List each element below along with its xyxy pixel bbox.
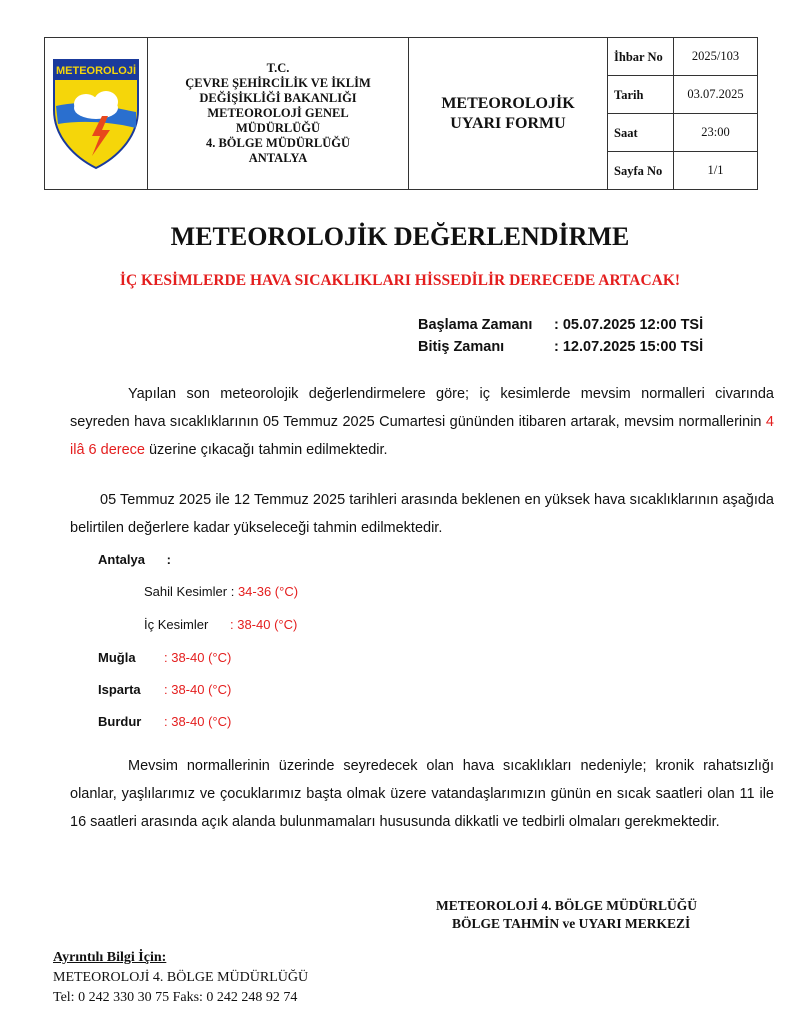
temperature-intro-text: 05 Temmuz 2025 ile 12 Temmuz 2025 tarihleri arasında beklenen en yüksek hava sıcaklıklarının aşağıda belirtilen değerlere kadar yükseleceği tahmin edilmektedir. <box>70 492 774 536</box>
temperature-intro-paragraph <box>70 486 774 542</box>
start-time-row <box>418 314 703 336</box>
city-value: : 38-40 (°C) <box>164 682 232 697</box>
meta-key-date: Tarih <box>608 76 674 114</box>
meta-key-page-no: Sayfa No <box>608 152 674 190</box>
end-time-label: Bitiş Zamanı <box>418 339 505 355</box>
coast-value: 34-36 (°C) <box>237 584 299 599</box>
footer-contact: Tel: 0 242 330 30 75 Faks: 0 242 248 92 74 <box>53 990 298 1005</box>
form-title-cell <box>409 38 608 190</box>
city-name: Muğla <box>98 650 136 665</box>
city-row <box>98 714 231 729</box>
org-line: ÇEVRE ŞEHİRCİLİK VE İKLİM <box>185 76 371 90</box>
org-line: MÜDÜRLÜĞÜ <box>235 121 321 135</box>
form-title-line: UYARI FORMU <box>450 114 566 132</box>
inland-value: : 38-40 (°C) <box>230 617 298 632</box>
city-name: Burdur <box>98 714 142 729</box>
svg-text:METEOROLOJİ: METEOROLOJİ <box>55 64 137 77</box>
org-line: ANTALYA <box>248 151 308 165</box>
inland-label: İç Kesimler <box>144 617 209 632</box>
org-line: T.C. <box>266 61 290 75</box>
organization-cell <box>148 38 409 190</box>
org-line: DEĞİŞİKLİĞİ BAKANLIĞI <box>199 91 357 105</box>
city-value: : 38-40 (°C) <box>164 714 232 729</box>
validity-times <box>418 314 703 358</box>
signature-line: BÖLGE TAHMİN ve UYARI MERKEZİ <box>452 916 691 931</box>
antalya-coast-row <box>144 584 298 599</box>
coast-label: Sahil Kesimler : <box>144 584 235 599</box>
meta-key-time: Saat <box>608 114 674 152</box>
logo-cell <box>45 38 148 190</box>
assessment-text-start: Yapılan son meteorolojik değerlendirmelere göre; iç kesimlerde mevsim normalleri civarında seyreden hava sıcaklıklarının 05 Temmuz 2025 Cumartesi gününden itibaren artarak, mevsim normallerinin <box>70 386 774 430</box>
meta-key-notice-no: İhbar No <box>608 38 674 76</box>
org-line: METEOROLOJİ GENEL <box>207 106 349 120</box>
assessment-paragraph <box>70 380 774 464</box>
warning-headline: İÇ KESİMLERDE HAVA SICAKLIKLARI HİSSEDİLİR DERECEDE ARTACAK! <box>119 272 681 289</box>
meta-value-time: 23:00 <box>674 114 758 152</box>
end-time-row <box>418 336 703 358</box>
city-separator: : <box>166 552 171 567</box>
antalya-inland-row <box>144 617 297 632</box>
signature-line: METEOROLOJİ 4. BÖLGE MÜDÜRLÜĞÜ <box>436 898 698 913</box>
city-value: : 38-40 (°C) <box>164 650 232 665</box>
footer-heading: Ayrıntılı Bilgi İçin: <box>53 950 167 965</box>
org-line: 4. BÖLGE MÜDÜRLÜĞÜ <box>205 136 351 150</box>
meta-value-page-no: 1/1 <box>674 152 758 190</box>
city-row <box>98 682 231 697</box>
city-name: Antalya <box>98 552 145 567</box>
advice-paragraph <box>70 752 774 836</box>
header-table <box>44 37 758 190</box>
meteoroloji-logo <box>52 58 140 170</box>
meta-value-date: 03.07.2025 <box>674 76 758 114</box>
meta-value-notice-no: 2025/103 <box>674 38 758 76</box>
document-title: METEOROLOJİK DEĞERLENDİRME <box>170 222 630 251</box>
city-row <box>98 650 231 665</box>
end-time-value: : 12.07.2025 15:00 TSİ <box>554 339 704 355</box>
city-antalya <box>98 552 171 567</box>
contact-footer <box>53 948 308 1008</box>
city-name: Isparta <box>98 682 141 697</box>
footer-org: METEOROLOJİ 4. BÖLGE MÜDÜRLÜĞÜ <box>53 970 309 985</box>
form-title-line: METEOROLOJİK <box>441 94 575 112</box>
assessment-highlight: 4 ilâ 6 derece <box>70 414 774 458</box>
start-time-value: : 05.07.2025 12:00 TSİ <box>554 317 704 333</box>
assessment-text-end: üzerine çıkacağı tahmin edilmektedir. <box>144 442 388 458</box>
advice-text: Mevsim normallerinin üzerinde seyredecek olan hava sıcaklıkları nedeniyle; kronik rahatsızlığı olanlar, yaşlılarımız ve çocuklarımız başta olmak üzere vatandaşlarımızın günün en sıcak saatleri olan 11 ile 16 saatleri arasında açık alanda bulunmamaları hususunda dikkatli ve tedbirli olmaları gerekmektedir. <box>70 758 774 830</box>
start-time-label: Başlama Zamanı <box>418 317 533 333</box>
